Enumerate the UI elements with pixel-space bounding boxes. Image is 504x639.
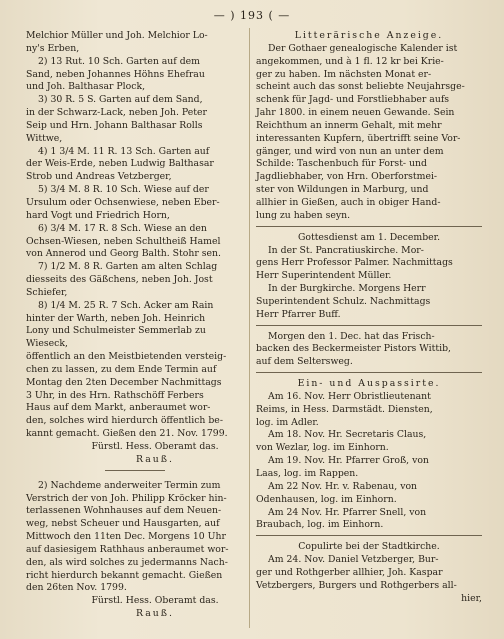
section-heading: Copulirte bei der Stadtkirche. bbox=[298, 541, 440, 553]
text-line: 5) 3/4 M. 8 R. 10 Sch. Wiese auf der bbox=[38, 184, 209, 196]
text-line: von Wezlar, log. im Einhorn. bbox=[256, 442, 389, 454]
text-line: Am 24 Nov. Hr. Pfarrer Snell, von bbox=[268, 506, 427, 518]
text-line: Morgen den 1. Dec. hat das Frisch- bbox=[268, 330, 435, 342]
text-line: Am 16. Nov. Herr Obristlieutenant bbox=[268, 390, 431, 402]
text-line: schenk für Jagd- und Forstliebhaber aufs bbox=[256, 94, 450, 106]
text-line: Reichthum an innerm Gehalt, mit mehr bbox=[256, 119, 442, 131]
text-line: von Annerod und Georg Balth. Stohr sen. bbox=[26, 248, 221, 260]
section-rule bbox=[256, 372, 482, 373]
signature-name: Rauß. bbox=[136, 608, 174, 620]
text-line: in der Schwarz-Lack, neben Joh. Peter bbox=[26, 107, 207, 119]
text-line: log. im Adler. bbox=[256, 416, 319, 428]
service-schedule bbox=[256, 245, 482, 322]
text-line: und Joh. Balthasar Plock, bbox=[26, 81, 146, 93]
text-line: Am 24. Nov. Daniel Vetzberger, Bur- bbox=[268, 554, 439, 566]
literary-notice bbox=[256, 43, 482, 223]
section-heading: Gottesdienst am 1. December. bbox=[297, 231, 441, 243]
text-line: Mittwoch den 11ten Dec. Morgens 10 Uhr bbox=[26, 531, 226, 543]
text-line: Haus auf dem Markt, anberaumet wor- bbox=[26, 402, 211, 414]
section-rule bbox=[256, 325, 482, 326]
text-line: weg, nebst Scheuer und Hausgarten, auf bbox=[26, 518, 220, 530]
text-line: den, solches wird hierdurch öffentlich be- bbox=[26, 415, 223, 427]
text-line: Superintendent Schulz. Nachmittags bbox=[256, 295, 431, 307]
text-line: Wittwe, bbox=[26, 132, 63, 144]
text-line: Wieseck, bbox=[26, 338, 68, 350]
text-line: scheint auch das sonst beliebte Neujahrsge- bbox=[256, 81, 465, 93]
text-line: Jahr 1800. in einem neuen Gewande. Sein bbox=[256, 107, 455, 119]
right-column bbox=[256, 30, 482, 605]
left-column bbox=[26, 30, 244, 621]
text-line: 3 Uhr, in des Hrn. Rathschöff Ferbers bbox=[26, 389, 204, 401]
text-line: Laas, log. im Rappen. bbox=[256, 468, 359, 479]
text-line: Reims, in Hess. Darmstädt. Diensten, bbox=[256, 403, 433, 415]
travellers-list bbox=[256, 391, 482, 532]
text-line: Schilde: Taschenbuch für Forst- und bbox=[256, 158, 427, 170]
text-line: chen zu lassen, zu dem Ende Termin auf bbox=[26, 363, 217, 375]
marriages-list bbox=[256, 554, 482, 605]
text-line: interessanten Kupfern, übertrifft seine Vor- bbox=[256, 132, 461, 144]
text-line: 3) 30 R. 5 S. Garten auf dem Sand, bbox=[38, 94, 203, 106]
text-line: Ursulum oder Ochsenwiese, neben Eber- bbox=[26, 196, 220, 208]
text-line: 8) 1/4 M. 25 R. 7 Sch. Acker am Rain bbox=[38, 299, 214, 311]
auction-listing bbox=[26, 30, 244, 441]
signature-authority: Fürstl. Hess. Oberamt das. bbox=[91, 595, 219, 607]
section-heading: Litterärische Anzeige. bbox=[294, 30, 444, 41]
text-line: Schiefer, bbox=[26, 286, 68, 298]
column-divider bbox=[249, 28, 250, 628]
text-line: In der St. Pancratiuskirche. Mor- bbox=[268, 244, 424, 256]
section-rule bbox=[256, 226, 482, 227]
text-line: Am 22 Nov. Hr. v. Rabenau, von bbox=[268, 480, 418, 492]
text-line: richt hierdurch bekannt gemacht. Gießen bbox=[26, 569, 223, 581]
text-line: auf dasiesigem Rathhaus anberaumet wor- bbox=[26, 543, 229, 555]
text-line: 6) 3/4 M. 17 R. 8 Sch. Wiese an den bbox=[38, 222, 207, 234]
text-line: ger und Rothgerber allhier, Joh. Kaspar bbox=[256, 566, 443, 578]
signature-name: Rauß. bbox=[136, 453, 174, 465]
text-line: Am 18. Nov. Hr. Secretaris Claus, bbox=[268, 429, 427, 441]
text-line: diesseits des Gäßchens, neben Joh. Jost bbox=[26, 274, 213, 286]
text-line: angekommen, und à 1 fl. 12 kr bei Krie- bbox=[256, 55, 444, 67]
baking-notice bbox=[256, 331, 482, 370]
text-line: allhier in Gießen, auch in obiger Hand- bbox=[256, 196, 441, 208]
text-line: Braubach, log. im Einhorn. bbox=[256, 519, 384, 531]
text-line: Strob und Andreas Vetzberger, bbox=[26, 171, 172, 183]
text-line: Verstrich der von Joh. Philipp Kröcker hin- bbox=[26, 492, 227, 504]
text-line: Ochsen-Wiesen, neben Schultheiß Hamel bbox=[26, 235, 221, 247]
text-line: In der Burgkirche. Morgens Herr bbox=[268, 283, 426, 295]
text-line: auf dem Seltersweg. bbox=[256, 356, 353, 368]
text-line: ger zu haben. Im nächsten Monat er- bbox=[256, 68, 432, 80]
text-line: Der Gothaer genealogische Kalender ist bbox=[268, 42, 458, 54]
auction-notice-2 bbox=[26, 480, 244, 596]
text-line: Seip und Hrn. Johann Balthasar Rolls bbox=[26, 119, 203, 131]
text-line: ster von Wildungen in Marburg, und bbox=[256, 184, 429, 196]
text-line: Herr Superintendent Müller. bbox=[256, 270, 392, 282]
text-line: öffentlich an den Meistbietenden versteig- bbox=[26, 351, 227, 363]
section-rule bbox=[105, 470, 165, 471]
section-rule bbox=[256, 535, 482, 536]
text-line: den 26ten Nov. 1799. bbox=[26, 582, 127, 594]
text-line: terlassenen Wohnhauses auf dem Neuen- bbox=[26, 505, 222, 517]
text-line: hier, bbox=[461, 592, 482, 604]
text-line: 2) Nachdeme anderweiter Termin zum bbox=[38, 479, 221, 491]
text-line: Am 19. Nov. Hr. Pfarrer Groß, von bbox=[268, 455, 429, 467]
text-line: Melchior Müller und Joh. Melchior Lo- bbox=[26, 30, 208, 41]
text-line: Jagdliebhaber, von Hrn. Oberforstmei- bbox=[256, 171, 438, 183]
text-line: 2) 13 Rut. 10 Sch. Garten auf dem bbox=[38, 55, 200, 67]
text-line: hinter der Warth, neben Joh. Heinrich bbox=[26, 312, 206, 324]
text-line: Herr Pfarrer Buff. bbox=[256, 308, 341, 320]
text-line: 4) 1 3/4 M. 11 R. 13 Sch. Garten auf bbox=[38, 145, 210, 157]
text-line: hard Vogt und Friedrich Horn, bbox=[26, 209, 170, 221]
text-line: 7) 1/2 M. 8 R. Garten am alten Schlag bbox=[38, 261, 218, 273]
text-line: backen des Beckermeister Pistors Wittib, bbox=[256, 343, 451, 355]
text-line: gens Herr Professor Palmer. Nachmittags bbox=[256, 257, 453, 269]
section-heading: Ein- und Auspassirte. bbox=[297, 378, 441, 390]
text-line: Odenhausen, log. im Einhorn. bbox=[256, 493, 397, 505]
text-line: lung zu haben seyn. bbox=[256, 209, 351, 221]
page-number: — ) 193 ( — bbox=[213, 9, 291, 22]
text-line: den, als wird solches zu jedermanns Nach- bbox=[26, 556, 228, 568]
text-line: der Weis-Erde, neben Ludwig Balthasar bbox=[26, 158, 214, 170]
text-line: ny's Erben, bbox=[26, 42, 80, 54]
text-line: Montag den 2ten December Nachmittags bbox=[26, 376, 222, 388]
text-line: Lony und Schulmeister Semmerlab zu bbox=[26, 325, 206, 337]
text-line: gänger, und wird von nun an unter dem bbox=[256, 145, 444, 157]
text-line: Vetzbergers, Burgers und Rothgerbers all- bbox=[256, 579, 457, 591]
signature-authority: Fürstl. Hess. Oberamt das. bbox=[91, 441, 219, 452]
text-line: Sand, neben Johannes Höhns Ehefrau bbox=[26, 68, 205, 80]
text-line: kannt gemacht. Gießen den 21. Nov. 1799. bbox=[26, 428, 228, 440]
